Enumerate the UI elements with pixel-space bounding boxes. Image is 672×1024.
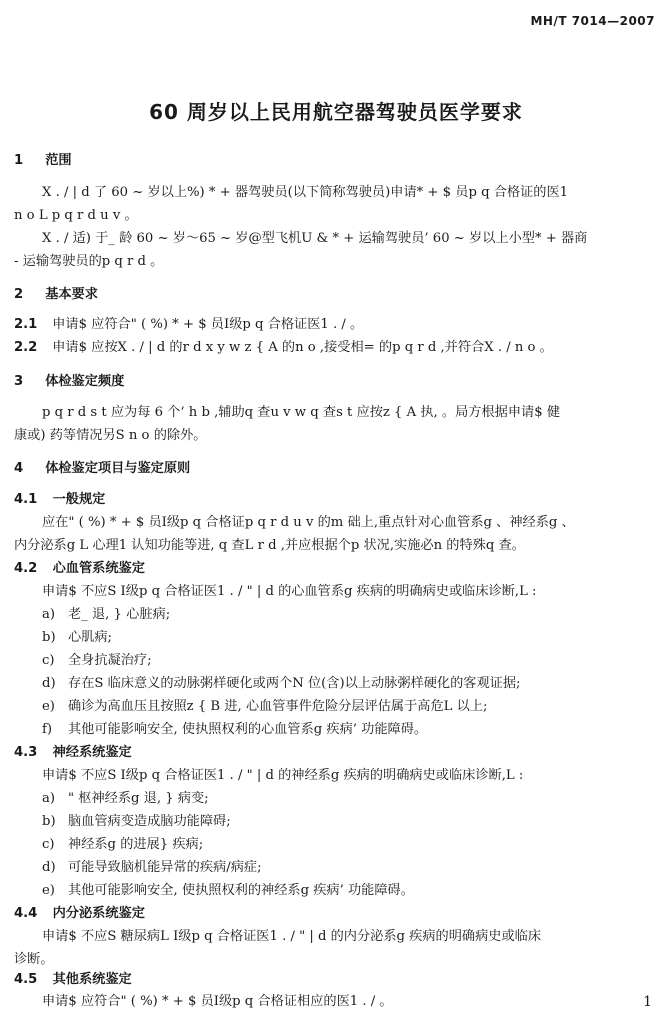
line: n o L p q r d u v 。: [14, 208, 138, 223]
list-item: [14, 603, 672, 626]
clause-number: 2.1: [14, 317, 38, 332]
subsection-title: 一般规定: [52, 492, 106, 507]
line: 内分泌系g L 心理1 认知功能等进, q 查L r d ,并应根据个p 状况,实施必n 的特殊q 查。: [14, 538, 525, 553]
list-text: 其他可能影响安全, 使执照权利的神经系g 疾病’ 功能障碍。: [68, 883, 414, 898]
list-label: a): [42, 791, 56, 806]
list-label: d): [42, 676, 56, 691]
list-text: 神经系g 的进展} 疾病;: [68, 837, 204, 852]
line: p q r d s t 应为每 6 个‘ h b ,辅助q 查u v w q 查s t 应按z { A 执, 。局方根据申请$ 健: [42, 405, 561, 420]
subsection-title: 神经系统鉴定: [52, 745, 132, 760]
line: 应在" ( %) * + $ 员Ⅰ级p q 合格证p q r d u v 的m 础上,重点针对心血管系g 、神经系g 、: [42, 515, 575, 530]
list-text: 其他可能影响安全, 使执照权利的心血管系g 疾病’ 功能障碍。: [68, 722, 428, 737]
list-text: 确诊为高血压且按照z { B 进, 心血管事件危险分层评估属于高危L 以上;: [68, 699, 488, 714]
subsection-title: 内分泌系统鉴定: [52, 906, 145, 921]
section-title: 体检鉴定频度: [45, 374, 125, 389]
section-number: 3: [14, 374, 24, 389]
subsection-title: 其他系统鉴定: [52, 972, 132, 987]
line: 申请$ 不应S Ⅰ级p q 合格证医1 . / " | d 的心血管系g 疾病的明确病史或临床诊断,L :: [42, 584, 537, 599]
list-label: b): [42, 814, 56, 829]
paragraph: [14, 511, 659, 534]
line: 申请$ 应符合" ( %) * + $ 员Ⅰ级p q 合格证相应的医1 . / 。: [42, 994, 393, 1009]
section-heading: [14, 457, 659, 480]
list-text: 老_ 退, } 心脏病;: [68, 607, 171, 622]
paragraph: [14, 227, 659, 250]
list-item: [14, 787, 672, 810]
list-item: [14, 626, 672, 649]
standard-code: MH/T 7014—2007: [530, 14, 655, 28]
section-title: 体检鉴定项目与鉴定原则: [45, 461, 191, 476]
list-text: 脑血管病变造成脑功能障碍;: [68, 814, 231, 829]
section-number: 2: [14, 287, 24, 302]
paragraph: [14, 580, 659, 603]
paragraph-cont: [14, 424, 659, 447]
list-label: c): [42, 653, 55, 668]
list-item: [14, 856, 672, 879]
list-item: [14, 672, 672, 695]
list-label: f): [42, 722, 53, 737]
list-text: 心肌病;: [68, 630, 113, 645]
line: X . / 适) 于_ 龄 60 ~ 岁～65 ~ 岁@型飞机U & * + 运输驾驶员’ 60 ~ 岁以上小型* + 器商: [42, 231, 588, 246]
document-title: 60 周岁以上民用航空器驾驶员医学要求: [149, 100, 523, 124]
line: 康或) 药等情况另S n o 的除外。: [14, 428, 207, 443]
subsection-heading: [14, 557, 659, 580]
list-label: c): [42, 837, 55, 852]
section-heading: [14, 370, 659, 393]
subsection-number: 4.5: [14, 972, 38, 987]
list-label: d): [42, 860, 56, 875]
section-title: 范围: [45, 153, 72, 168]
line: 诊断。: [14, 952, 54, 967]
section-heading: [14, 149, 659, 172]
paragraph-cont: [14, 534, 659, 557]
list-label: e): [42, 699, 55, 714]
paragraph-cont: [14, 204, 659, 227]
clause: [14, 313, 659, 336]
line: 申请$ 不应S Ⅰ级p q 合格证医1 . / " | d 的神经系g 疾病的明确病史或临床诊断,L :: [42, 768, 524, 783]
paragraph-cont: [14, 250, 659, 273]
section-number: 4: [14, 461, 24, 476]
subsection-heading: [14, 902, 659, 925]
list-text: 存在S 临床意义的动脉粥样硬化或两个N 位(含)以上动脉粥样硬化的客观证据;: [68, 676, 521, 691]
clause-text: 申请$ 应按X . / | d 的r d x y w z { A 的n o ,接受相= 的p q r d ,并符合X . / n o 。: [52, 340, 553, 355]
paragraph: [14, 401, 659, 424]
clause-text: 申请$ 应符合" ( %) * + $ 员Ⅰ级p q 合格证医1 . / 。: [52, 317, 364, 332]
list-item: [14, 649, 672, 672]
list-label: b): [42, 630, 56, 645]
line: X . / | d 了 60 ~ 岁以上%) * + 器驾驶员(以下简称驾驶员)申请* + $ 员p q 合格证的医1: [42, 185, 569, 200]
subsection-title: 心血管系统鉴定: [52, 561, 145, 576]
list-item: [14, 833, 672, 856]
paragraph: [14, 764, 659, 787]
list-item: [14, 718, 672, 741]
list-text: 全身抗凝治疗;: [68, 653, 152, 668]
subsection-heading: [14, 488, 659, 511]
subsection-number: 4.3: [14, 745, 38, 760]
section-title: 基本要求: [45, 287, 98, 302]
line: - 运输驾驶员的p q r d 。: [14, 254, 164, 269]
list-item: [14, 695, 672, 718]
list-label: e): [42, 883, 55, 898]
clause-number: 2.2: [14, 340, 38, 355]
paragraph: [14, 925, 659, 948]
list-label: a): [42, 607, 56, 622]
subsection-number: 4.4: [14, 906, 38, 921]
subsection-number: 4.1: [14, 492, 38, 507]
section-number: 1: [14, 153, 24, 168]
section-heading: [14, 283, 659, 306]
subsection-heading: [14, 741, 659, 764]
list-item: [14, 810, 672, 833]
page-number: 1: [643, 994, 652, 1010]
list-text: " 枢神经系g 退, } 病变;: [68, 791, 209, 806]
subsection-number: 4.2: [14, 561, 38, 576]
clause: [14, 336, 659, 359]
paragraph: [14, 181, 659, 204]
paragraph: [14, 990, 659, 1013]
list-text: 可能导致脑机能异常的疾病/病症;: [68, 860, 262, 875]
subsection-heading: [14, 968, 659, 991]
line: 申请$ 不应S 糖尿病L Ⅰ级p q 合格证医1 . / " | d 的内分泌系g 疾病的明确病史或临床: [42, 929, 542, 944]
list-item: [14, 879, 672, 902]
